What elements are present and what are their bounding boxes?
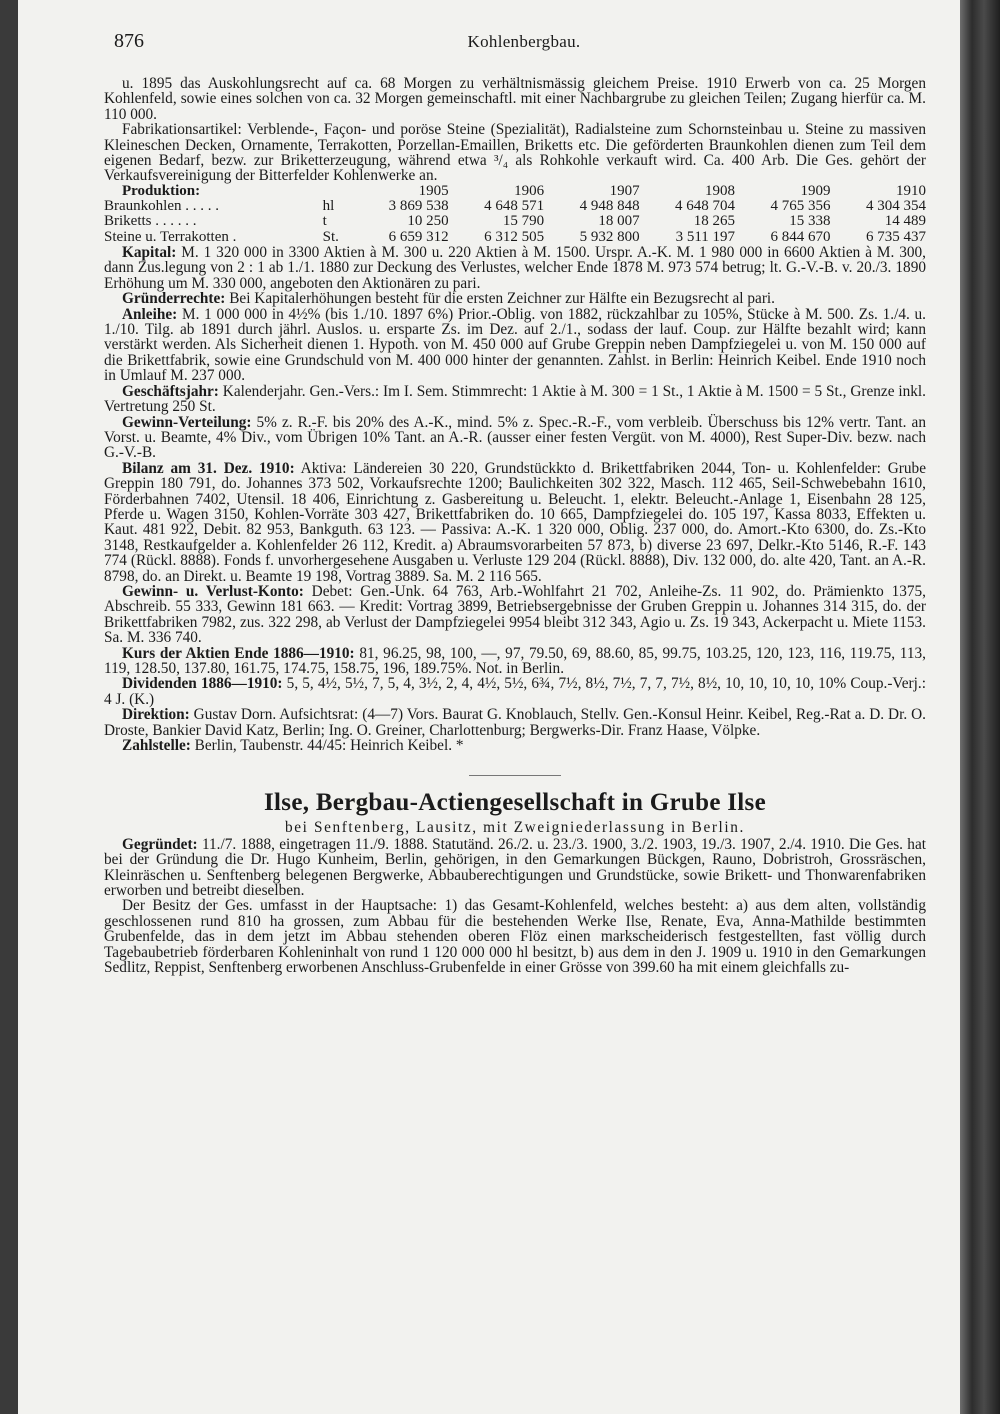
paragraph [104, 584, 926, 646]
paragraph [104, 245, 926, 291]
paragraph-label: Gründerrechte: [122, 290, 226, 308]
production-header-row [104, 184, 926, 199]
paragraph-label: Geschäftsjahr: [122, 382, 219, 400]
product-name: Steine u. Terrakotten . [104, 228, 237, 245]
production-value: 4 648 704 [675, 198, 736, 215]
paragraph-text: Berlin, Taubenstr. 44/45: Heinrich Keibel. * [194, 737, 464, 755]
production-value: 4 648 571 [484, 198, 545, 215]
paragraph-label: Gegründet: [122, 835, 198, 853]
production-value: 15 338 [789, 213, 831, 230]
production-table [104, 184, 926, 245]
paragraph-label: Anleihe: [122, 305, 178, 323]
book-spine-edge [960, 0, 1000, 1414]
paragraph-text: Aktiva: Ländereien 30 220, Grundstückkto d. Brikettfabriken 2044, Ton- u. Kohlenfelder: Grube Greppin 180 791, do. Johannes 373 502, Vorkaufsrechte 1200; Baulichkeiten 302 322, Masch. 112 465, Seil-Schwebebahn 1610, Förderbahnen 7402, Utensil. 18 406, Einrichtung z. Gasbereitung u. Beleucht. 1, elektr. Beleucht.-Anlage 1, Eisenbahn 28 125, Pferde u. Wagen 3150, Kohlen-Vorräte 303 427, Brikettfabriken do. 10 665, Dampfziegelei do. 105 197, Kassa 8033, Effekten u. Kaut. 481 922, Debit. 82 953, Bankguth. 63 123. — Passiva: A.-K. 1 320 000, Oblig. 237 000, do. Amort.-Kto 6300, do. Zs.-Kto 3148, Restkaufgelder a. Kohlenfelder 26 112, Kredit. a) Abraumsvorarbeiten 57 873, b) diverse 23 697, Delkr.-Kto 5146, R.-F. 143 774 (Rückl. 8888). Fonds f. unvorhergesehene Ausgaben u. Verluste 129 204 (Rückl. 8888), Div. 132 000, do. alte 420, Tant. an A.-R. 8798, do. an Direkt. u. Beamte 19 198, Vortrag 3889. Sa. M. 2 116 565. [104, 459, 926, 585]
paragraph [104, 307, 926, 384]
paragraph-label: Kurs der Aktien Ende 1886—1910: [122, 644, 355, 662]
production-row [104, 214, 926, 229]
product-name: Braunkohlen . . . . . [104, 198, 219, 215]
paragraph-text: M. 1 320 000 in 3300 Aktien à M. 300 u. 220 Aktien à M. 1500. Urspr. A.-K. M. 1 980 000 in 6600 Aktien à M. 300, dann Zus.legung von 2 : 1 ab 1./1. 1880 zur Deckung des Verlustes, welcher Ende 1878 M. 973 574 betrug; lt. G.-V.-B. v. 20./3. 1890 Erhöhung um M. 330 000, angeboten den Aktionären zu pari. [104, 244, 926, 292]
section-title: Ilse, Bergbau-Actiengesellschaft in Grube Ilse [264, 789, 766, 817]
paragraph [104, 707, 926, 738]
paragraph-label: Zahlstelle: [122, 737, 191, 755]
paragraph [104, 122, 926, 184]
paragraph-text: 11./7. 1888, eingetragen 11./9. 1888. Statutänd. 26./2. u. 23./3. 1900, 3./2. 1903, 19./3. 1907, 2./4. 1910. Die Ges. hat bei der Gründung die Dr. Hugo Kunheim, Berlin, gehörigen, in den Gemarkungen Bückgen, Rauno, Dobristroh, Grossräschen, Kleinräschen u. Senftenberg belegenen Bergwerke, Abbauberechtigungen und Grundstücke, sowie Brikett- und Thonwarenfabriken erworben und betreibt dieselben. [104, 835, 926, 900]
paragraph-text: Bei Kapitalerhöhungen besteht für die ersten Zeichner zur Hälfte ein Bezugsrecht al pari. [229, 290, 775, 308]
year-header: 1906 [514, 182, 545, 199]
paragraphs-ilse [104, 837, 926, 976]
paragraph-text: 81, 96.25, 98, 100, —, 97, 79.50, 69, 88.60, 85, 99.75, 103.25, 120, 123, 116, 119.75, 113, 119, 128.50, 137.80, 161.75, 174.75, 158.75, 196, 189.75%. Not. in Berlin. [104, 644, 927, 677]
year-header: 1909 [800, 182, 831, 199]
paragraph-text: 5, 5, 4½, 5½, 7, 5, 4, 3½, 2, 4, 4½, 5½, 6¾, 7½, 8½, 7½, 7, 7, 7½, 8½, 10, 10, 10, 10, 10% Coup.-Verj.: 4 J. (K.) [104, 675, 926, 708]
production-value: 4 304 354 [866, 198, 926, 215]
paragraph [104, 461, 926, 584]
production-value: 5 932 800 [579, 228, 640, 245]
paragraph-label: Gewinn- u. Verlust-Konto: [122, 582, 304, 600]
production-value: 4 948 848 [579, 198, 640, 215]
section-subtitle: bei Senftenberg, Lausitz, mit Zweigniederlassung in Berlin. [285, 819, 745, 837]
paragraph-text: Debet: Gen.-Unk. 64 763, Arb.-Wohlfahrt 21 702, Anleihe-Zs. 11 902, do. Prämienkto 1375, Abschreib. 55 333, Gewinn 181 663. — Kredit: Vortrag 3899, Betriebsergebnisse der Gruben Greppin u. Johannes 314 315, do. der Brikettfabriken 7982, zus. 322 298, ab Verlust der Dampfziegelei 9954 bleibt 312 343, Agio u. Zs. 19 343, Ackerpacht u. Miete 1153. Sa. M. 336 740. [104, 582, 926, 647]
year-header: 1910 [896, 182, 926, 199]
product-name: Briketts . . . . . . [104, 213, 197, 230]
paragraph-text: Der Besitz der Ges. umfasst in der Hauptsache: 1) das Gesamt-Kohlenfeld, welches besteht: a) aus dem alten, vollständig geschlossenen rund 810 ha grossen, zum Abbau für die bestehenden Werke Ilse, Renate, Eva, Anna-Mathilde bestimmten Grubenfelde, das in dem jetzt im Abbau stehenden oberen Flöz einen markscheiderisch festgestellten, fast völlig durch Tagebaubetrieb förderbaren Kohleninhalt von rund 1 120 000 000 hl besitzt, b) aus dem in den J. 1909 u. 1910 in den Gemarkungen Sedlitz, Reppist, Senftenberg erworbenen Anschluss-Grubenfelde in einer Grösse von 399.60 ha mit einem gleichfalls zu- [104, 897, 926, 977]
production-value: 6 659 312 [388, 228, 449, 245]
paragraphs-company-data [104, 245, 926, 753]
paragraph [104, 646, 926, 677]
production-label: Produktion: [122, 182, 201, 199]
paragraph [104, 898, 926, 975]
production-value: 15 790 [502, 213, 545, 230]
paragraph-text: 5% z. R.-F. bis 20% des A.-K., mind. 5% z. Spec.-R.-F., vom verbleib. Überschuss bis 12% vertr. Tant. an Vorst. u. Beamte, 4% Div., vom Übrigen 10% Tant. an A.-R. (ausser einer festen Vergüt. von M. 4000), Rest Super-Div. bezw. nach G.-V.-B. [104, 413, 926, 462]
paragraph [104, 738, 926, 753]
production-value: 3 511 197 [675, 228, 736, 245]
paragraph [104, 291, 926, 306]
section-divider [469, 775, 561, 776]
paragraphs-intro [104, 76, 926, 184]
production-value: 6 844 670 [770, 228, 831, 245]
production-value: 14 489 [884, 213, 926, 230]
paragraph [104, 676, 926, 707]
production-row [104, 230, 926, 245]
scan-left-edge [0, 0, 18, 1414]
paragraph-text: M. 1 000 000 in 4½% (bis 1./10. 1897 6%) Prior.-Oblig. von 1882, rückzahlbar zu 105%, Stücke à M. 500. Zs. 1./4. u. 1./10. Tilg. ab 1891 durch jährl. Auslos. u. ersparte Zs. im Dez. auf 2./1., sodass der lauf. Coup. zur Hälfte bezahlt wird; kann verstärkt werden. Als Sicherheit dienen 1. Hypoth. von M. 450 000 auf Grube Greppin neben Dampfziegelei u. von M. 150 000 auf die Brikettfabrik, sowie eine Grundschuld von M. 400 000 hinter der genannten. Zahlst. in Berlin: Heinrich Keibel. Ende 1910 noch in Umlauf M. 237 000. [104, 305, 926, 385]
running-title: Kohlenbergbau. [467, 32, 581, 51]
paragraph-label: Kapital: [122, 244, 177, 262]
paragraph-label: Direktion: [122, 706, 190, 724]
production-row [104, 199, 926, 214]
production-value: 18 007 [598, 213, 640, 230]
production-value: 6 735 437 [866, 228, 926, 245]
production-value: 6 312 505 [484, 228, 545, 245]
product-unit: hl [322, 198, 335, 215]
paragraph-text: Kalenderjahr. Gen.-Vers.: Im I. Sem. Stimmrecht: 1 Aktie à M. 300 = 1 St., 1 Aktie à M. 1500 = 5 St., Grenze inkl. Vertretung 250 St. [104, 382, 927, 416]
year-header: 1907 [609, 182, 640, 199]
page-header [114, 30, 934, 60]
paragraph-label: Gewinn-Verteilung: [122, 413, 252, 431]
paragraph-label: Bilanz am 31. Dez. 1910: [122, 459, 295, 477]
year-header: 1905 [418, 182, 449, 199]
book-page [18, 0, 960, 1414]
paragraph-text: Gustav Dorn. Aufsichtsrat: (4—7) Vors. Baurat G. Knoblauch, Stellv. Gen.-Konsul Heinr. Keibel, Reg.-Rat a. D. Dr. O. Droste, Bankier David Katz, Berlin; Ing. O. Greiner, Charlottenburg; Bergwerks-Dir. Franz Haase, Völpke. [104, 706, 926, 739]
page-content [104, 76, 926, 976]
paragraph-text: u. 1895 das Auskohlungsrecht auf ca. 68 Morgen zu verhältnismässig gleichem Preise. 1910 Erwerb von ca. 25 Morgen Kohlenfeld, sowie eines solchen von ca. 32 Morgen gemeinschaftl. mit einer Nachbargrube zu gleichen Teilen; Zugang hierfür ca. M. 110 000. [104, 75, 926, 123]
production-value: 3 869 538 [388, 198, 449, 215]
paragraph [104, 384, 926, 415]
production-value: 10 250 [407, 213, 449, 230]
production-value: 4 765 356 [770, 198, 831, 215]
paragraph [104, 76, 926, 122]
year-header: 1908 [705, 182, 736, 199]
page-number: 876 [114, 30, 144, 52]
paragraph-label: Dividenden 1886—1910: [122, 675, 283, 693]
paragraph-text: Fabrikationsartikel: Verblende-, Façon- und poröse Steine (Spezialität), Radialsteine zum Schornsteinbau u. Steine zu massiven Kleineschen Decken, Ornamente, Terrakotten, Porzellan-Emaillen, Briketts etc. Die geförderten Braunkohlen dienen zum Teil dem eigenen Bedarf, bezw. zur Briketterzeugung, während etwa ³/₄ als Rohkohle verkauft wird. Ca. 400 Arb. Die Ges. gehört der Verkaufsvereinigung der Bitterfelder Kohlenwerke an. [104, 121, 926, 185]
paragraph [104, 837, 926, 899]
production-value: 18 265 [693, 213, 736, 230]
product-unit: t [322, 213, 327, 230]
paragraph [104, 415, 926, 461]
product-unit: St. [322, 228, 339, 245]
